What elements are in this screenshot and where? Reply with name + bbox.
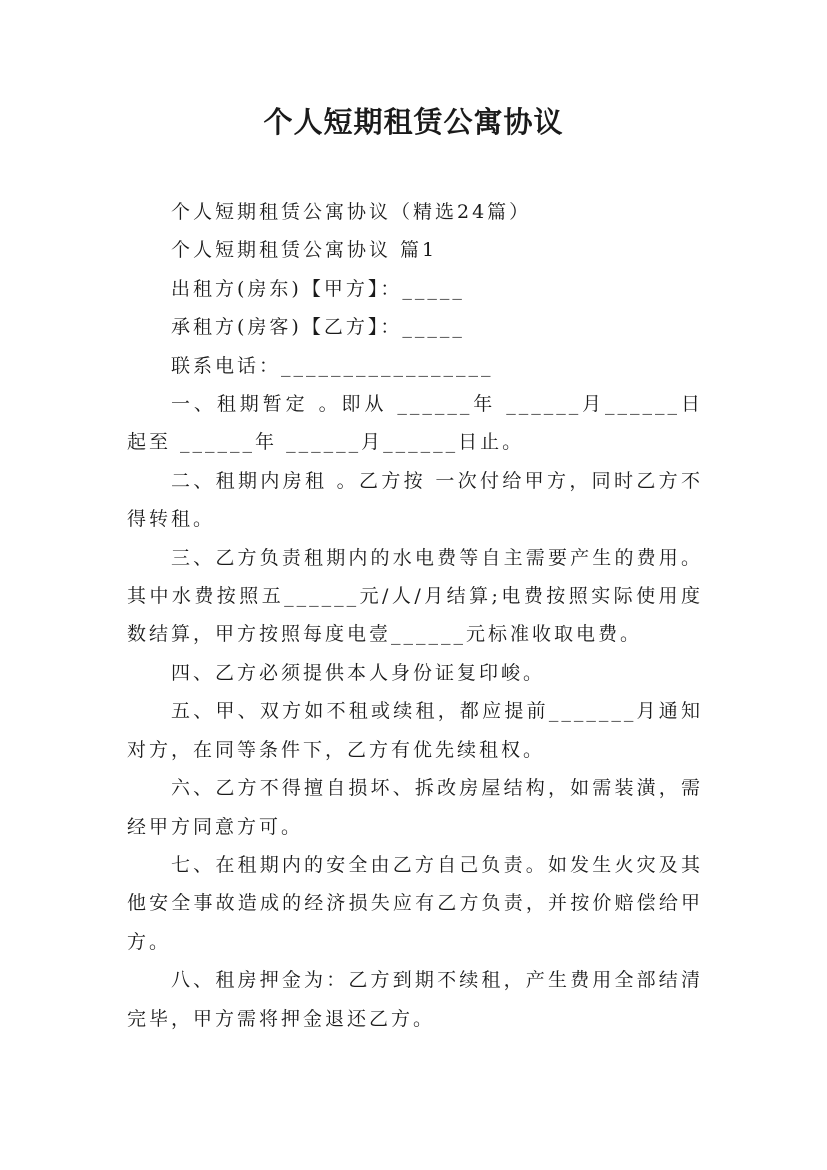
- paragraph-clause-6: 六、乙方不得擅自损坏、拆改房屋结构，如需装潢，需经甲方同意方可。: [127, 777, 703, 838]
- paragraph-clause-4: 四、乙方必须提供本人身份证复印峻。: [171, 661, 546, 684]
- paragraph-clause-7: 七、在租期内的安全由乙方自己负责。如发生火灾及其他安全事故造成的经济损失应有乙方负责，并按价赔偿给甲方。: [127, 853, 703, 953]
- paragraph-clause-1: 一、租期暂定 。即从 ______年 ______月______日起至 ______年 ______月______日止。: [127, 393, 703, 454]
- document-title: 个人短期租赁公寓协议: [263, 105, 564, 139]
- paragraph-section-heading: 个人短期租赁公寓协议 篇1: [171, 239, 438, 262]
- paragraph-subtitle: 个人短期租赁公寓协议（精选24篇）: [171, 201, 532, 223]
- paragraph-clause-8: 八、租房押金为：乙方到期不续租，产生费用全部结清完毕，甲方需将押金退还乙方。: [127, 969, 703, 1030]
- paragraph-lessee: 承租方(房客)【乙方】：_____: [171, 316, 465, 339]
- paragraph-clause-2: 二、租期内房租 。乙方按 一次付给甲方，同时乙方不得转租。: [127, 469, 703, 531]
- paragraph-clause-3: 三、乙方负责租期内的水电费等自主需要产生的费用。其中水费按照五______元/人/月结算;电费按照实际使用度数结算，甲方按照每度电壹______元标准收取电费。: [127, 546, 703, 646]
- document-body: [127, 193, 703, 1038]
- paragraph-phone: 联系电话：_________________: [171, 354, 494, 377]
- paragraph-lessor: 出租方(房东)【甲方】：_____: [171, 277, 465, 300]
- paragraph-clause-5: 五、甲、双方如不租或续租，都应提前_______月通知对方，在同等条件下，乙方有优先续租权。: [127, 700, 703, 761]
